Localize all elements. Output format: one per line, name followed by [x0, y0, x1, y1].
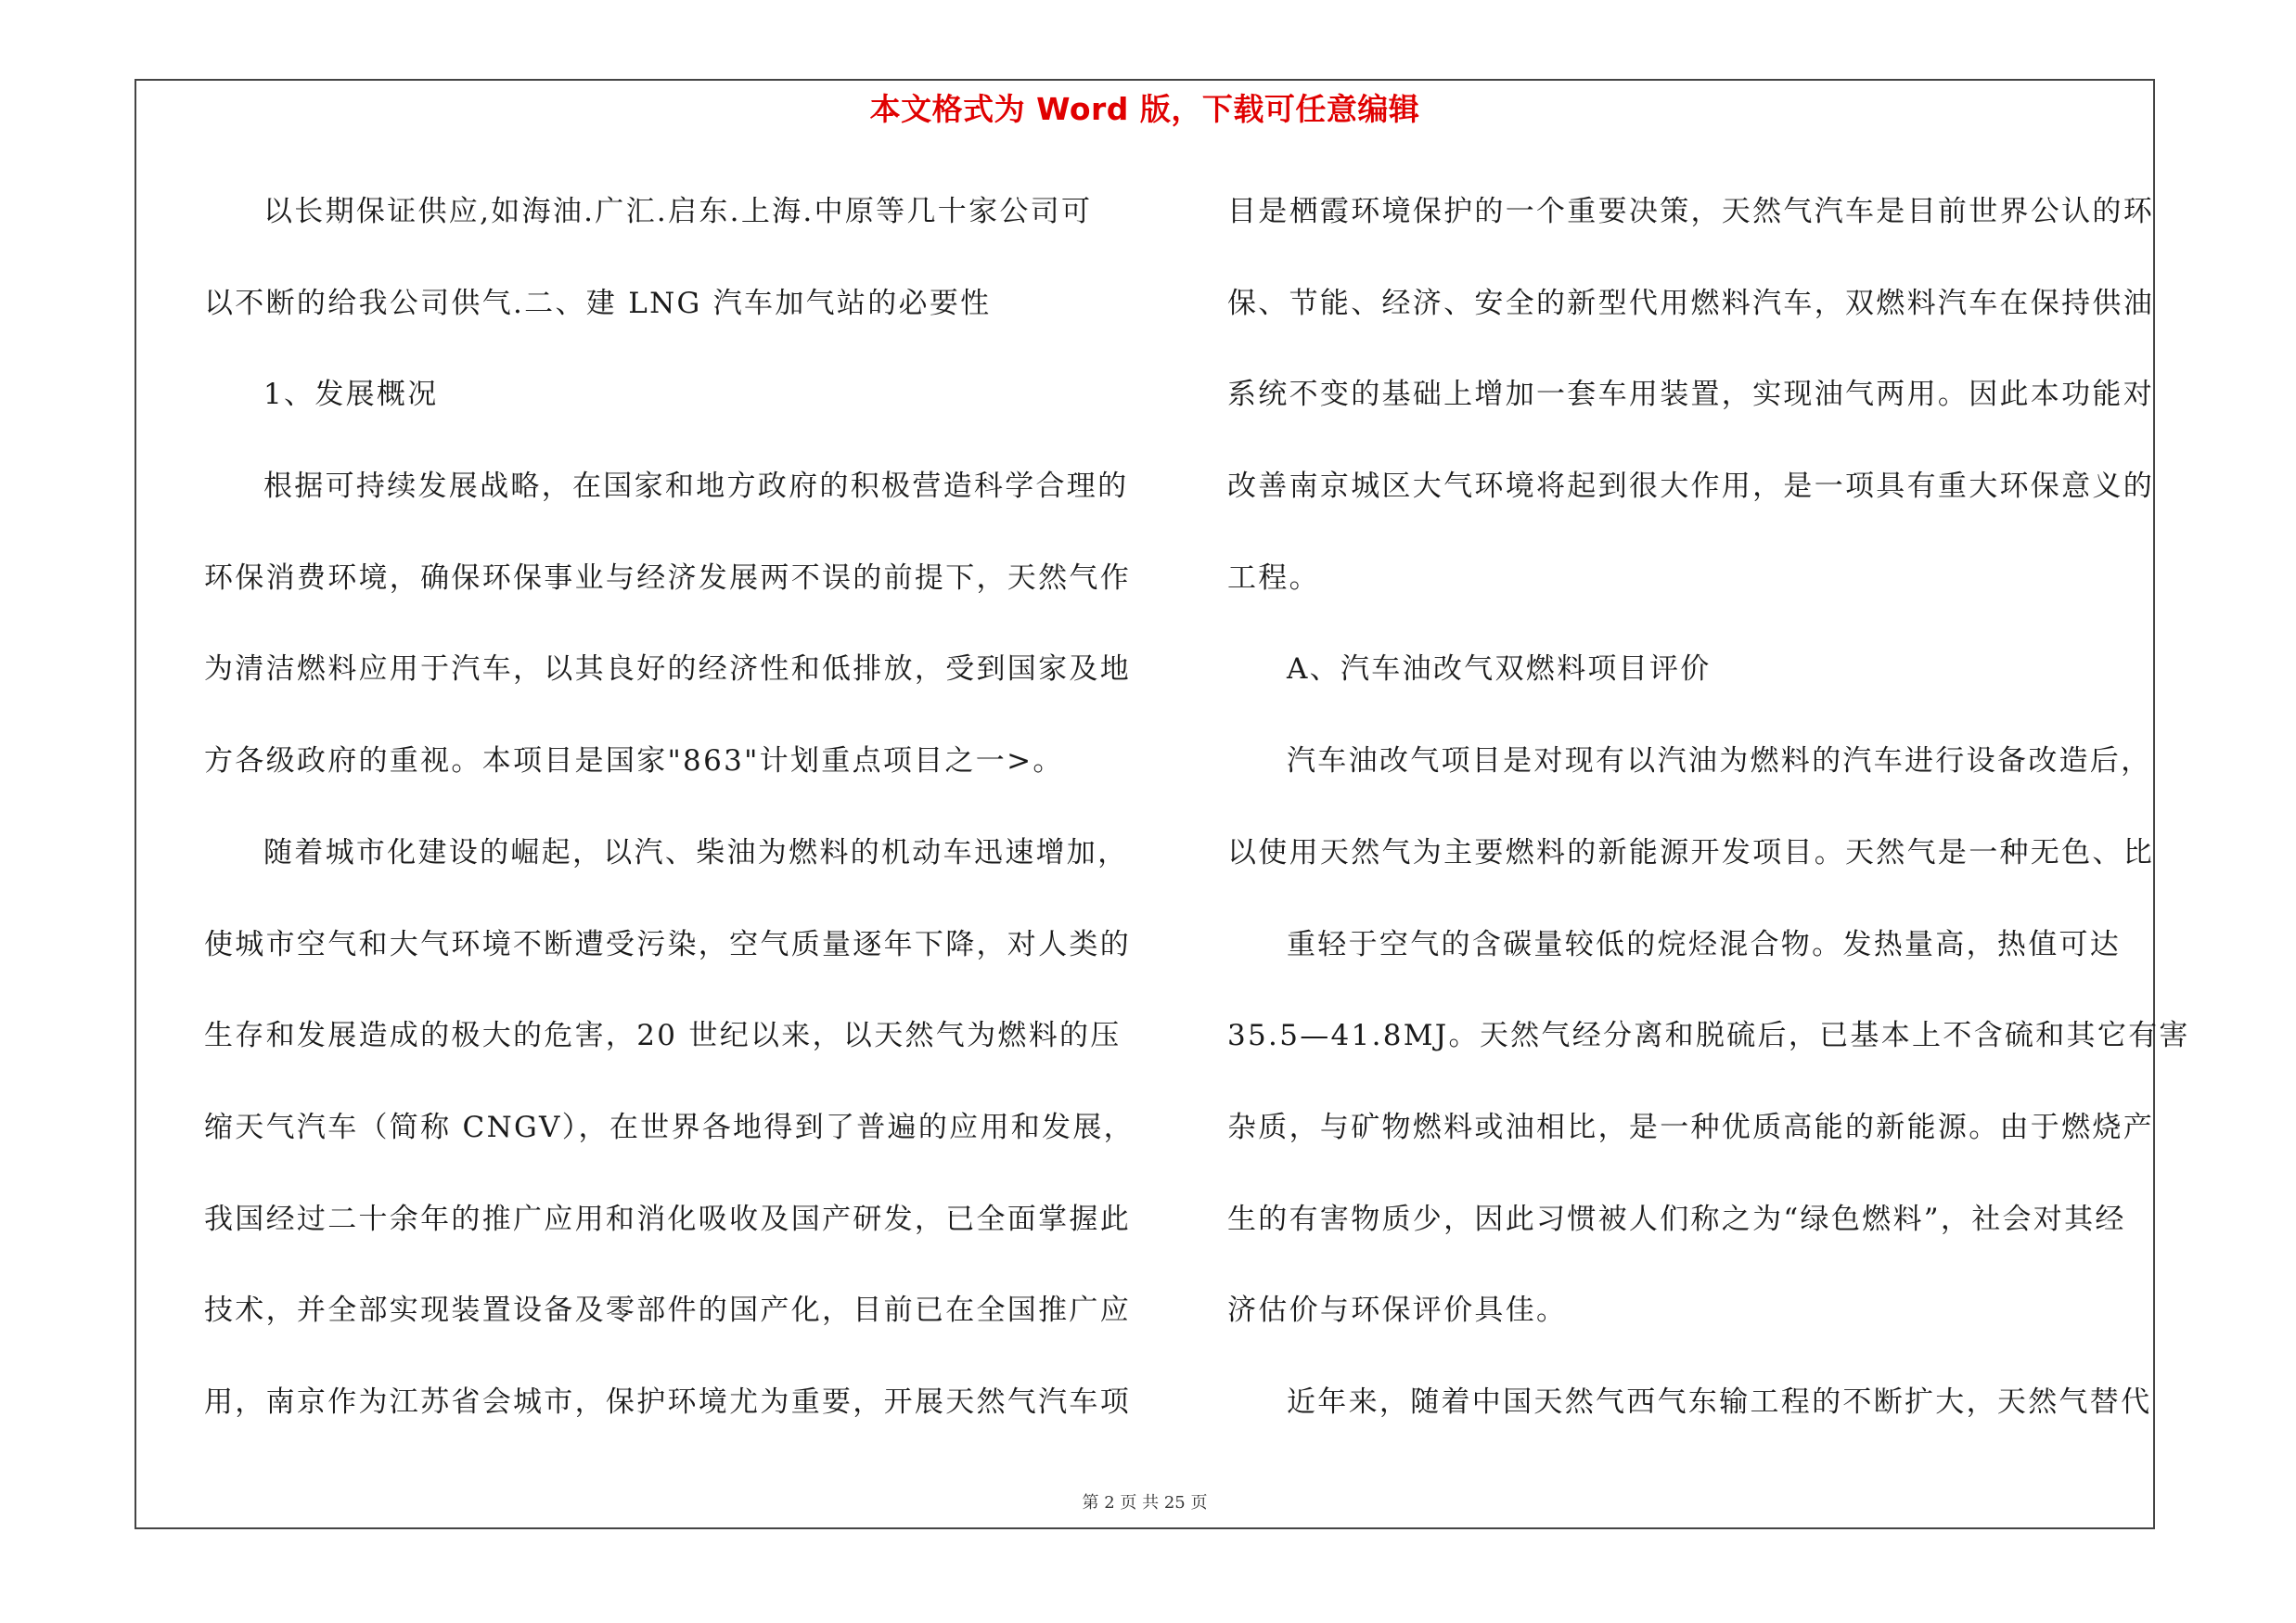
- text-line: 缩天气汽车（简称 CNGV），在世界各地得到了普遍的应用和发展，: [204, 1110, 1135, 1144]
- text-line: 使城市空气和大气环境不断遭受污染，空气质量逐年下降，对人类的: [204, 927, 1131, 961]
- left-column: [204, 184, 1135, 1466]
- text-line: 为清洁燃料应用于汽车，以其良好的经济性和低排放，受到国家及地: [204, 652, 1131, 687]
- text-line: 环保消费环境，确保环保事业与经济发展两不误的前提下，天然气作: [204, 560, 1131, 595]
- text-line: 重轻于空气的含碳量较低的烷烃混合物。发热量高，热值可达: [1287, 927, 2122, 961]
- text-line: 以长期保证供应,如海油.广汇.启东.上海.中原等几十家公司可: [263, 195, 1093, 228]
- text-line: 我国经过二十余年的推广应用和消化吸收及国产研发，已全面掌握此: [204, 1202, 1131, 1236]
- text-line: 35.5—41.8MJ。天然气经分离和脱硫后，已基本上不含硫和其它有害: [1227, 1019, 2190, 1053]
- text-line: 目是栖霞环境保护的一个重要决策，天然气汽车是目前世界公认的环: [1227, 195, 2154, 228]
- text-line: 工程。: [1227, 560, 1320, 595]
- text-line: 以不断的给我公司供气.二、建 LNG 汽车加气站的必要性: [204, 286, 992, 320]
- text-line: 根据可持续发展战略，在国家和地方政府的积极营造科学合理的: [263, 470, 1129, 504]
- text-line: 生存和发展造成的极大的危害，20 世纪以来，以天然气为燃料的压: [204, 1019, 1122, 1053]
- text-line: 以使用天然气为主要燃料的新能源开发项目。天然气是一种无色、比: [1227, 835, 2154, 869]
- text-line: A、汽车油改气双燃料项目评价: [1287, 652, 1712, 687]
- page-number-footer: 第 2 页 共 25 页: [1082, 1493, 1208, 1513]
- text-line: 近年来，随着中国天然气西气东输工程的不断扩大，天然气替代: [1287, 1385, 2152, 1419]
- right-column: [1227, 184, 2190, 1466]
- text-line: 方各级政府的重视。本项目是国家"863"计划重点项目之一>。: [204, 744, 1064, 779]
- text-line: 技术，并全部实现装置设备及零部件的国产化，目前已在全国推广应: [204, 1294, 1131, 1328]
- text-line: 杂质，与矿物燃料或油相比，是一种优质高能的新能源。由于燃烧产: [1227, 1110, 2154, 1144]
- text-line: 汽车油改气项目是对现有以汽油为燃料的汽车进行设备改造后，: [1287, 744, 2152, 779]
- text-line: 生的有害物质少，因此习惯被人们称之为“绿色燃料”，社会对其经: [1227, 1202, 2126, 1236]
- text-line: 用，南京作为江苏省会城市，保护环境尤为重要，开展天然气汽车项: [204, 1385, 1131, 1419]
- format-banner: 本文格式为 Word 版，下载可任意编辑: [869, 91, 1420, 127]
- text-line: 1、发展概况: [263, 378, 439, 412]
- text-line: 济估价与环保评价具佳。: [1227, 1294, 1568, 1328]
- text-line: 系统不变的基础上增加一套车用装置，实现油气两用。因此本功能对: [1227, 378, 2154, 412]
- text-line: 改善南京城区大气环境将起到很大作用，是一项具有重大环保意义的: [1227, 470, 2154, 504]
- text-line: 保、节能、经济、安全的新型代用燃料汽车，双燃料汽车在保持供油: [1227, 286, 2154, 320]
- text-line: 随着城市化建设的崛起，以汽、柴油为燃料的机动车迅速增加，: [263, 835, 1129, 869]
